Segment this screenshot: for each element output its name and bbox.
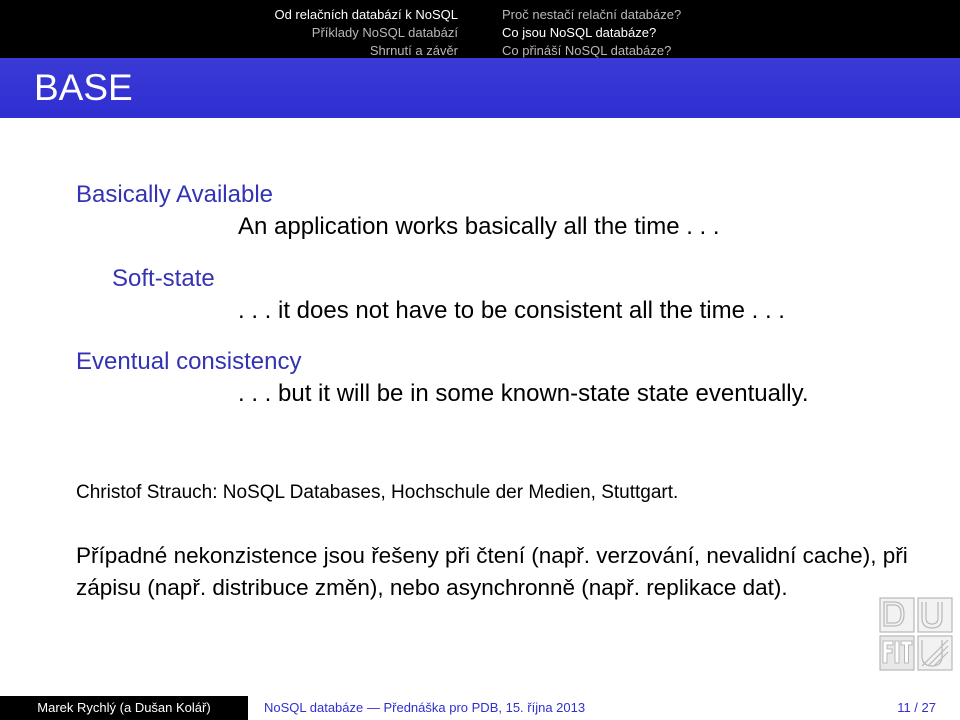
nav-subsection-what-are-nosql[interactable]: Co jsou NoSQL databáze? [502, 25, 657, 40]
citation: Christof Strauch: NoSQL Databases, Hochschule der Medien, Stuttgart. [76, 482, 679, 503]
footer-page-number: 11 / 27 [688, 696, 960, 720]
footer-author: Marek Rychlý (a Dušan Kolář) [0, 696, 248, 720]
navigation-bar [0, 0, 960, 58]
nav-section-summary[interactable]: Shrnutí a závěr [369, 43, 458, 58]
nav-subsection-why-not-relational[interactable]: Proč nestačí relační databáze? [502, 7, 682, 22]
fit-logo-icon [878, 596, 954, 674]
description-eventual-consistency: . . . but it will be in some known-state state eventually. [238, 380, 809, 407]
description-basically-available: An application works basically all the time . . . [238, 213, 720, 240]
frame-title: BASE [34, 67, 133, 108]
nav-section-relational-to-nosql[interactable]: Od relačních databází k NoSQL [274, 7, 458, 22]
nav-section-nosql-examples[interactable]: Příklady NoSQL databází [311, 25, 458, 40]
section-nav [0, 6, 488, 60]
description-soft-state: . . . it does not have to be consistent all the time . . . [238, 297, 785, 324]
frame-title-bar [0, 58, 960, 118]
subsection-nav [502, 6, 681, 60]
footer-talk-title: NoSQL databáze — Přednáška pro PDB, 15. října 2013 [248, 696, 688, 720]
term-soft-state: Soft-state [112, 265, 215, 292]
nav-subsection-what-nosql-brings[interactable]: Co přináší NoSQL databáze? [502, 43, 672, 58]
term-eventual-consistency: Eventual consistency [76, 348, 302, 375]
term-basically-available: Basically Available [76, 181, 274, 208]
consistency-note: Případné nekonzistence jsou řešeny při čtení (např. verzování, nevalidní cache), při zápisu (např. distribuce změn), nebo asynchronně (např. replikace dat). [76, 543, 908, 600]
footer [0, 696, 960, 720]
